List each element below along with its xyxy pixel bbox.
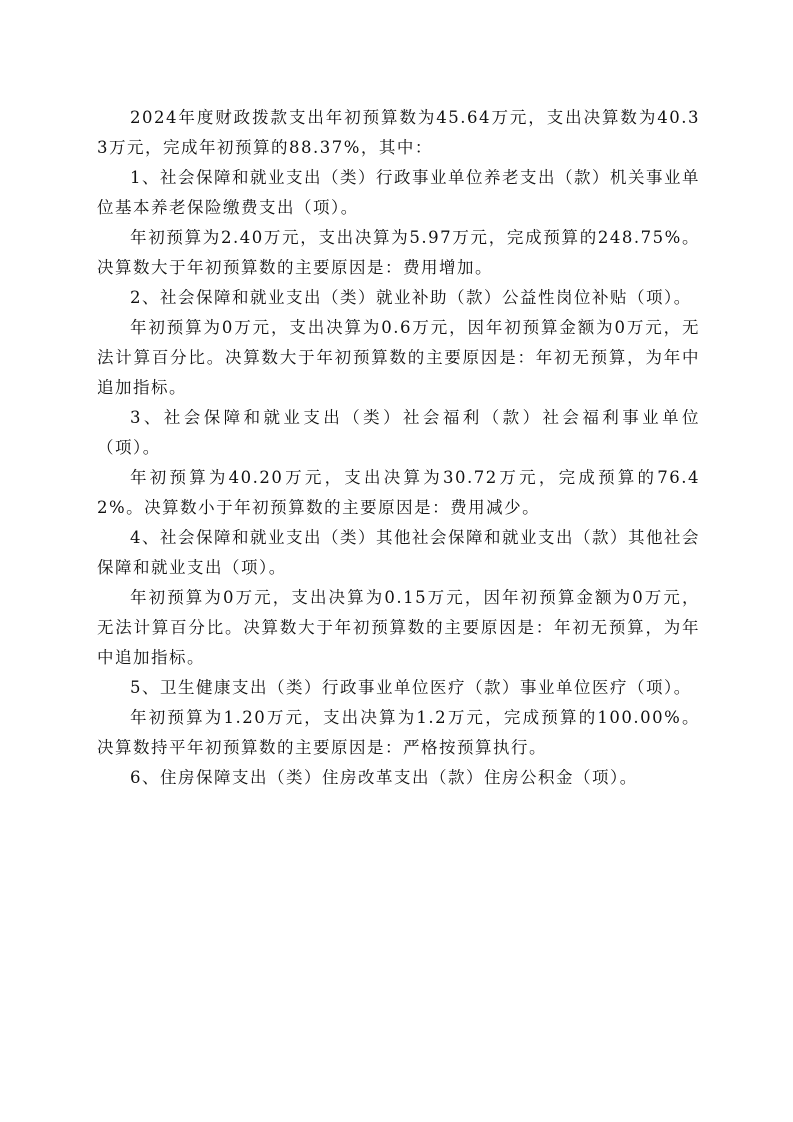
summary-paragraph: 2024年度财政拨款支出年初预算数为45.64万元，支出决算数为40.33万元，完成年初预算的88.37%，其中： — [97, 108, 700, 157]
item-3-heading: 3、社会保障和就业支出（类）社会福利（款）社会福利事业单位（项）。 — [97, 408, 700, 457]
document-page — [97, 103, 700, 793]
item-5-heading: 5、卫生健康支出（类）行政事业单位医疗（款）事业单位医疗（项）。 — [130, 678, 692, 697]
item-2-detail: 年初预算为0万元，支出决算为0.6万元，因年初预算金额为0万元，无法计算百分比。决算数大于年初预算数的主要原因是：年初无预算，为年中追加指标。 — [97, 318, 700, 397]
item-5-detail: 年初预算为1.20万元，支出决算为1.2万元，完成预算的100.00%。决算数持平年初预算数的主要原因是：严格按预算执行。 — [97, 708, 700, 757]
item-4-detail: 年初预算为0万元，支出决算为0.15万元，因年初预算金额为0万元，无法计算百分比。决算数大于年初预算数的主要原因是：年初无预算，为年中追加指标。 — [97, 588, 700, 667]
item-3-detail: 年初预算为40.20万元，支出决算为30.72万元，完成预算的76.42%。决算数小于年初预算数的主要原因是：费用减少。 — [97, 468, 700, 517]
item-2-heading: 2、社会保障和就业支出（类）就业补助（款）公益性岗位补贴（项）。 — [130, 288, 692, 307]
item-1-detail: 年初预算为2.40万元，支出决算为5.97万元，完成预算的248.75%。决算数大于年初预算数的主要原因是：费用增加。 — [97, 228, 700, 277]
item-6-heading: 6、住房保障支出（类）住房改革支出（款）住房公积金（项）。 — [130, 768, 638, 787]
item-4-heading: 4、社会保障和就业支出（类）其他社会保障和就业支出（款）其他社会保障和就业支出（项）。 — [97, 528, 700, 577]
item-1-heading: 1、社会保障和就业支出（类）行政事业单位养老支出（款）机关事业单位基本养老保险缴费支出（项）。 — [97, 168, 700, 217]
